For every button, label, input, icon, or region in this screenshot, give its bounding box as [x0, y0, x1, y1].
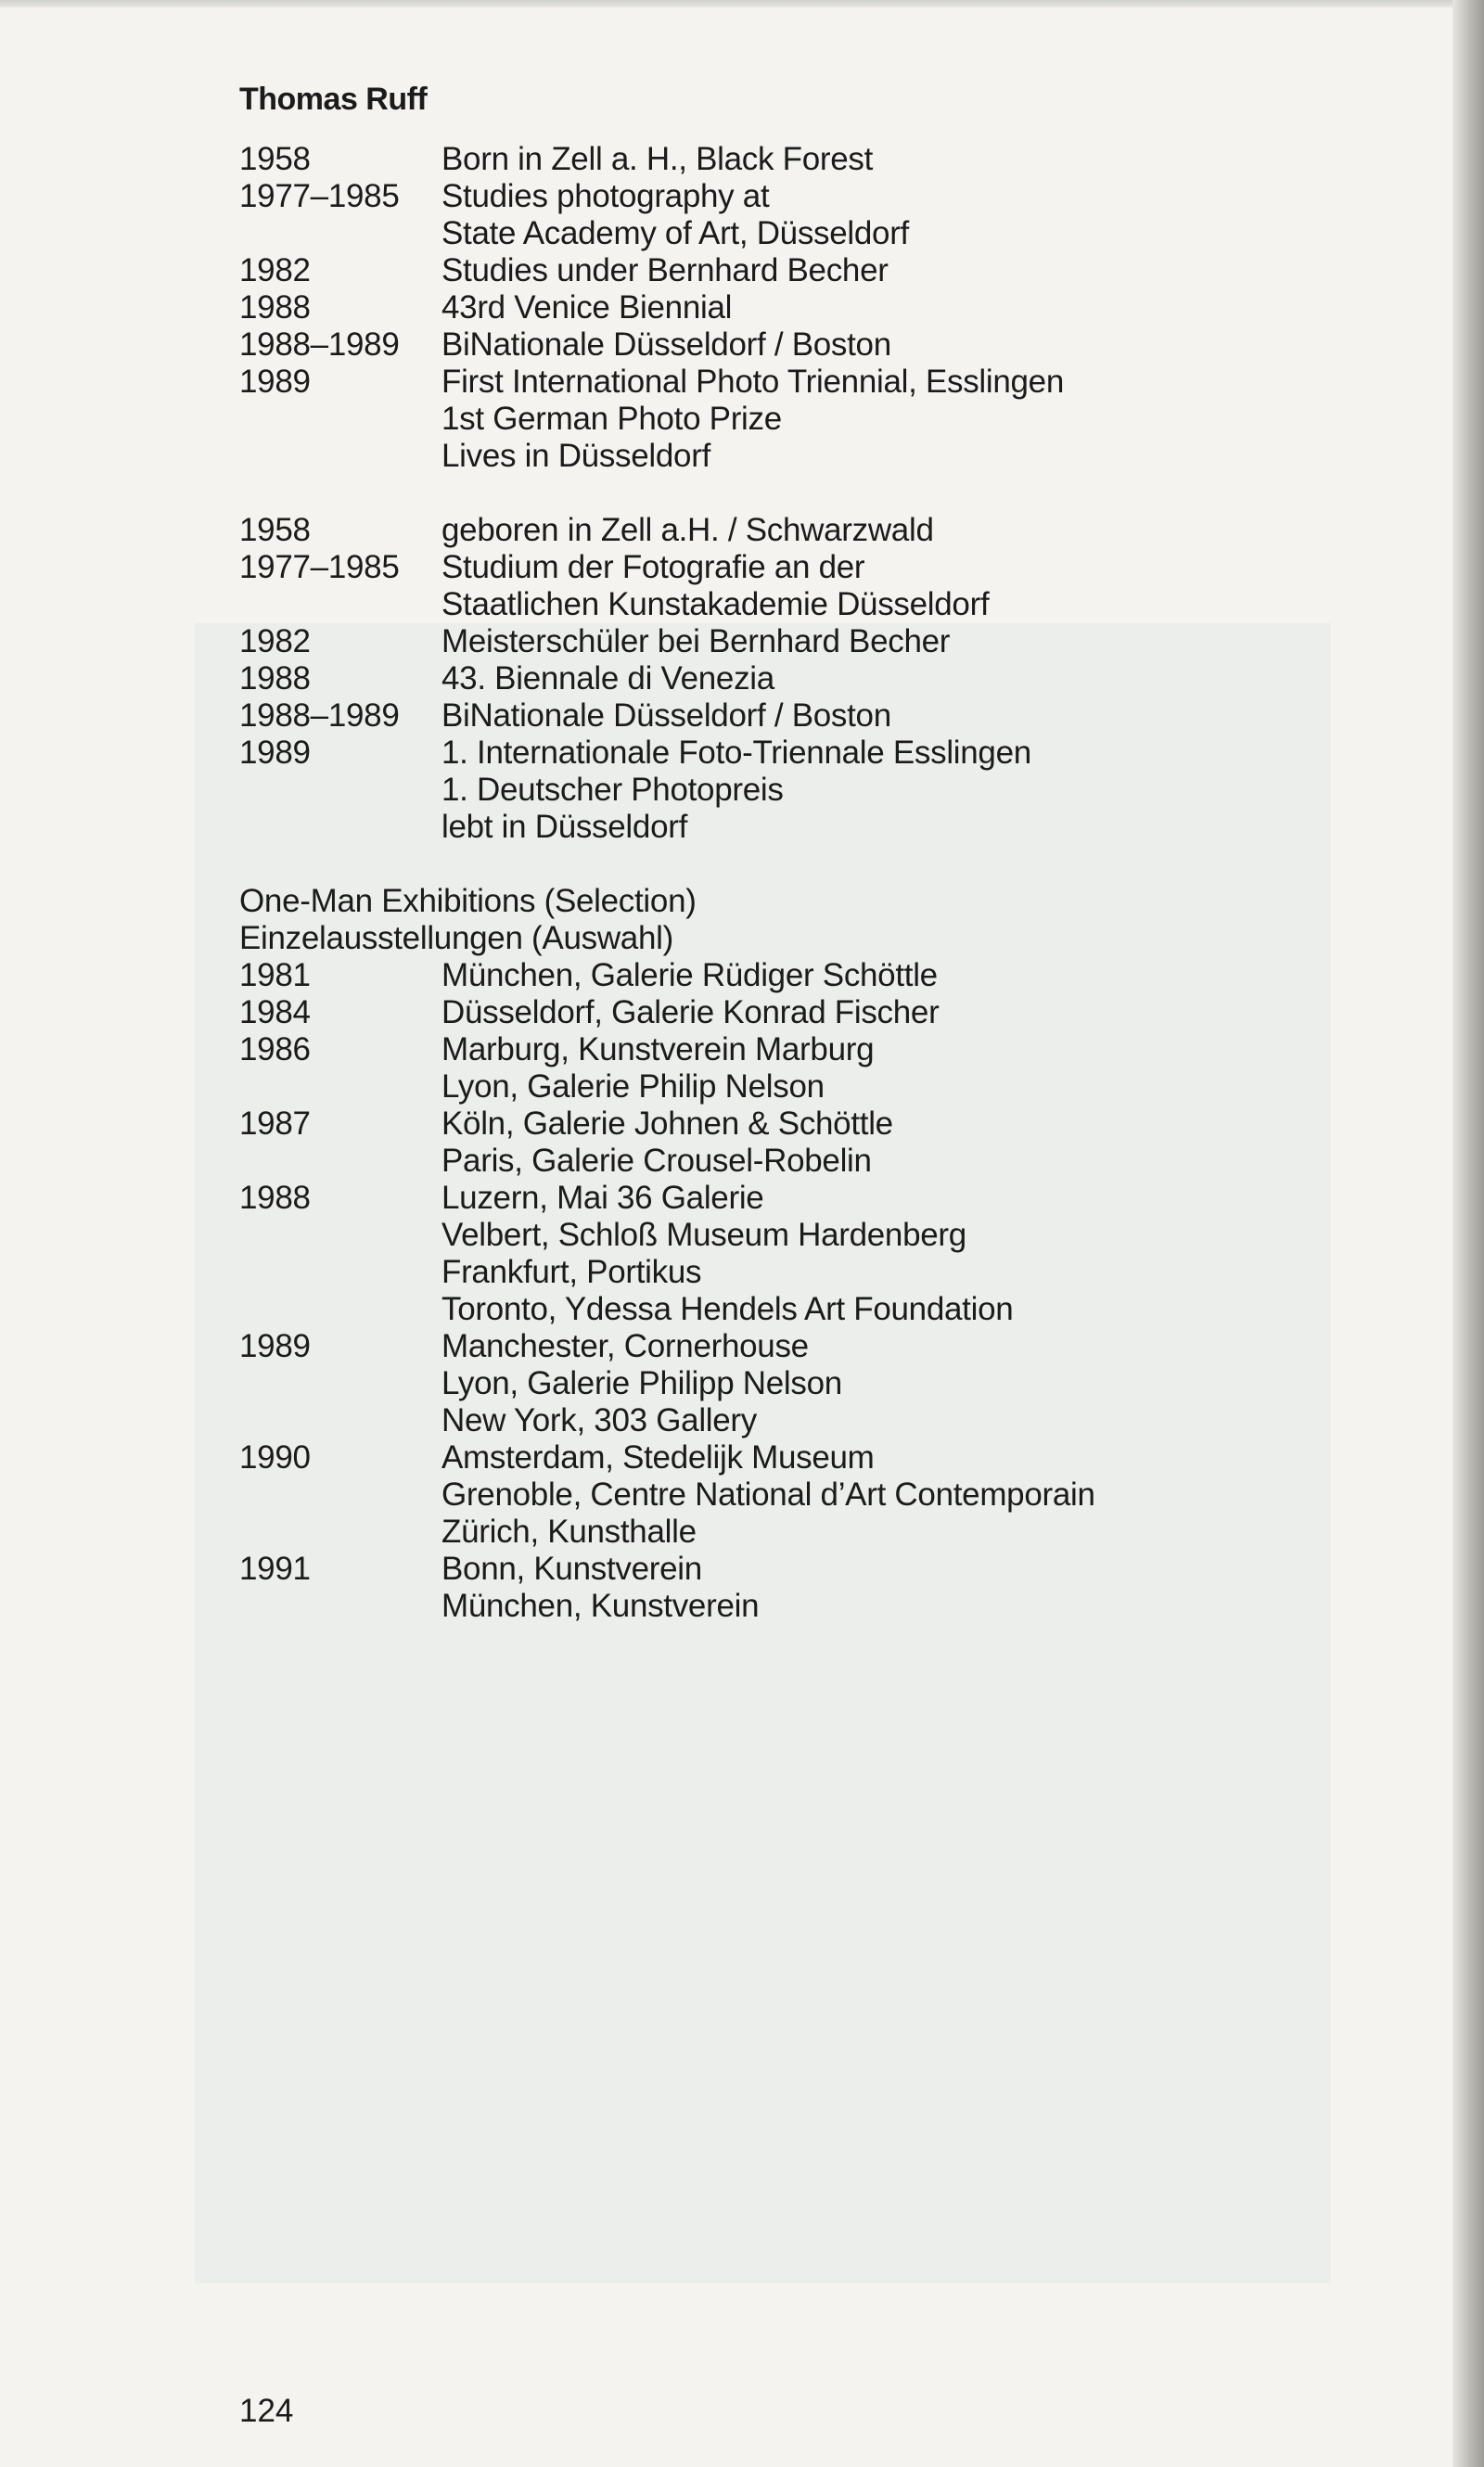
- timeline-text: Studium der Fotografie an der: [441, 549, 865, 585]
- timeline-year: [239, 586, 441, 623]
- timeline-row: [239, 215, 1287, 252]
- timeline-text: Marburg, Kunstverein Marburg: [441, 1031, 875, 1067]
- timeline-row: [239, 549, 1287, 586]
- timeline-text: Frankfurt, Portikus: [441, 1254, 702, 1290]
- timeline-row: [239, 178, 1287, 215]
- timeline-row: [239, 364, 1287, 401]
- timeline-year: [239, 772, 441, 809]
- timeline-year: 1988–1989: [239, 697, 400, 734]
- timeline-text: Luzern, Mai 36 Galerie: [441, 1180, 764, 1216]
- timeline-row: [239, 1402, 1287, 1439]
- timeline-year: [239, 438, 441, 475]
- timeline-year: 1989: [239, 364, 311, 400]
- page-top-edge: [0, 0, 1484, 7]
- timeline-text: Amsterdam, Stedelijk Museum: [441, 1439, 875, 1476]
- timeline-text: BiNationale Düsseldorf / Boston: [441, 326, 891, 363]
- timeline-text: Lyon, Galerie Philipp Nelson: [441, 1365, 842, 1401]
- timeline-year: 1988: [239, 289, 311, 326]
- timeline-year: 1988: [239, 1180, 311, 1216]
- timeline-text: Toronto, Ydessa Hendels Art Foundation: [441, 1291, 1014, 1327]
- artist-name-heading: Thomas Ruff: [239, 82, 428, 117]
- timeline-text: 1. Deutscher Photopreis: [441, 772, 784, 808]
- exhibitions-heading-english: One-Man Exhibitions (Selection): [239, 883, 697, 919]
- timeline-row: [239, 772, 1287, 809]
- timeline-row: [239, 1143, 1287, 1180]
- timeline-year: [239, 1588, 441, 1625]
- timeline-row: [239, 1551, 1287, 1588]
- timeline-row: [239, 1291, 1287, 1328]
- timeline-text: Zürich, Kunsthalle: [441, 1514, 697, 1550]
- timeline-text: 1. Internationale Foto-Triennale Esslingen: [441, 735, 1031, 771]
- timeline-row: [239, 1588, 1287, 1625]
- timeline-text: 1st German Photo Prize: [441, 401, 782, 437]
- page-number: 124: [239, 2393, 294, 2429]
- timeline-row: [239, 1031, 1287, 1068]
- timeline-year: 1989: [239, 735, 311, 771]
- timeline-row: [239, 1365, 1287, 1402]
- timeline-row: [239, 586, 1287, 623]
- timeline-text: Lives in Düsseldorf: [441, 438, 710, 474]
- timeline-year: [239, 1291, 441, 1328]
- timeline-row: [239, 1180, 1287, 1217]
- timeline-row: [239, 252, 1287, 289]
- timeline-row: [239, 809, 1287, 846]
- timeline-text: Born in Zell a. H., Black Forest: [441, 141, 874, 177]
- timeline-year: [239, 1143, 441, 1180]
- timeline-row: [239, 401, 1287, 438]
- timeline-year: 1958: [239, 512, 311, 548]
- timeline-row: [239, 957, 1287, 994]
- timeline-row: [239, 660, 1287, 697]
- timeline-year: [239, 809, 441, 846]
- timeline-text: Studies under Bernhard Becher: [441, 252, 889, 288]
- timeline-text: First International Photo Triennial, Esslingen: [441, 364, 1065, 400]
- biography-english: [239, 141, 1287, 475]
- timeline-year: 1982: [239, 252, 311, 288]
- timeline-year: [239, 1514, 441, 1551]
- timeline-year: [239, 1402, 441, 1439]
- timeline-text: State Academy of Art, Düsseldorf: [441, 215, 909, 251]
- timeline-year: 1977–1985: [239, 549, 400, 585]
- timeline-row: [239, 735, 1287, 772]
- timeline-year: 1984: [239, 994, 311, 1030]
- timeline-text: 43rd Venice Biennial: [441, 289, 733, 326]
- timeline-year: 1991: [239, 1551, 311, 1587]
- timeline-year: 1977–1985: [239, 178, 400, 214]
- timeline-text: geboren in Zell a.H. / Schwarzwald: [441, 512, 934, 548]
- timeline-year: [239, 401, 441, 438]
- timeline-text: Bonn, Kunstverein: [441, 1551, 702, 1587]
- section-gap: [239, 846, 1287, 883]
- timeline-text: Velbert, Schloß Museum Hardenberg: [441, 1217, 966, 1253]
- timeline-row: [239, 289, 1287, 326]
- timeline-text: New York, 303 Gallery: [441, 1402, 757, 1438]
- timeline-year: [239, 1068, 441, 1106]
- timeline-row: [239, 1217, 1287, 1254]
- timeline-year: 1987: [239, 1106, 311, 1142]
- timeline-text: Studies photography at: [441, 178, 770, 214]
- timeline-row: [239, 438, 1287, 475]
- biography-german: [239, 512, 1287, 846]
- timeline-year: 1958: [239, 141, 311, 177]
- timeline-year: [239, 1217, 441, 1254]
- timeline-year: 1988–1989: [239, 326, 400, 363]
- timeline-text: 43. Biennale di Venezia: [441, 660, 774, 697]
- timeline-row: [239, 1328, 1287, 1365]
- timeline-row: [239, 1254, 1287, 1291]
- timeline-year: 1986: [239, 1031, 311, 1067]
- timeline-row: [239, 1106, 1287, 1143]
- timeline-row: [239, 1514, 1287, 1551]
- timeline-text: BiNationale Düsseldorf / Boston: [441, 697, 891, 734]
- timeline-year: [239, 215, 441, 252]
- page-binding-shadow: [1452, 0, 1484, 2467]
- timeline-text: Düsseldorf, Galerie Konrad Fischer: [441, 994, 940, 1030]
- exhibitions-heading-german: Einzelausstellungen (Auswahl): [239, 920, 673, 956]
- timeline-year: 1981: [239, 957, 311, 993]
- timeline-row: [239, 1439, 1287, 1476]
- timeline-year: 1990: [239, 1439, 311, 1476]
- timeline-text: München, Kunstverein: [441, 1588, 760, 1624]
- timeline-row: [239, 1068, 1287, 1106]
- timeline-row: [239, 326, 1287, 364]
- timeline-year: 1988: [239, 660, 311, 697]
- timeline-year: [239, 1254, 441, 1291]
- timeline-row: [239, 141, 1287, 178]
- biography-content: [239, 76, 1287, 1625]
- timeline-text: Meisterschüler bei Bernhard Becher: [441, 623, 951, 659]
- timeline-row: [239, 512, 1287, 549]
- timeline-text: Grenoble, Centre National d’Art Contemporain: [441, 1476, 1095, 1513]
- timeline-year: [239, 1476, 441, 1514]
- timeline-text: Staatlichen Kunstakademie Düsseldorf: [441, 586, 990, 622]
- section-gap: [239, 475, 1287, 512]
- exhibitions-section: [239, 883, 1287, 1625]
- timeline-row: [239, 1476, 1287, 1514]
- timeline-text: Lyon, Galerie Philip Nelson: [441, 1068, 825, 1105]
- timeline-text: lebt in Düsseldorf: [441, 809, 688, 845]
- timeline-year: 1982: [239, 623, 311, 659]
- timeline-text: Köln, Galerie Johnen & Schöttle: [441, 1106, 893, 1142]
- timeline-row: [239, 697, 1287, 735]
- timeline-row: [239, 994, 1287, 1031]
- exhibitions-list: [239, 957, 1287, 1625]
- timeline-year: [239, 1365, 441, 1402]
- timeline-text: München, Galerie Rüdiger Schöttle: [441, 957, 938, 993]
- timeline-text: Paris, Galerie Crousel-Robelin: [441, 1143, 872, 1179]
- timeline-row: [239, 623, 1287, 660]
- timeline-year: 1989: [239, 1328, 311, 1364]
- timeline-text: Manchester, Cornerhouse: [441, 1328, 809, 1364]
